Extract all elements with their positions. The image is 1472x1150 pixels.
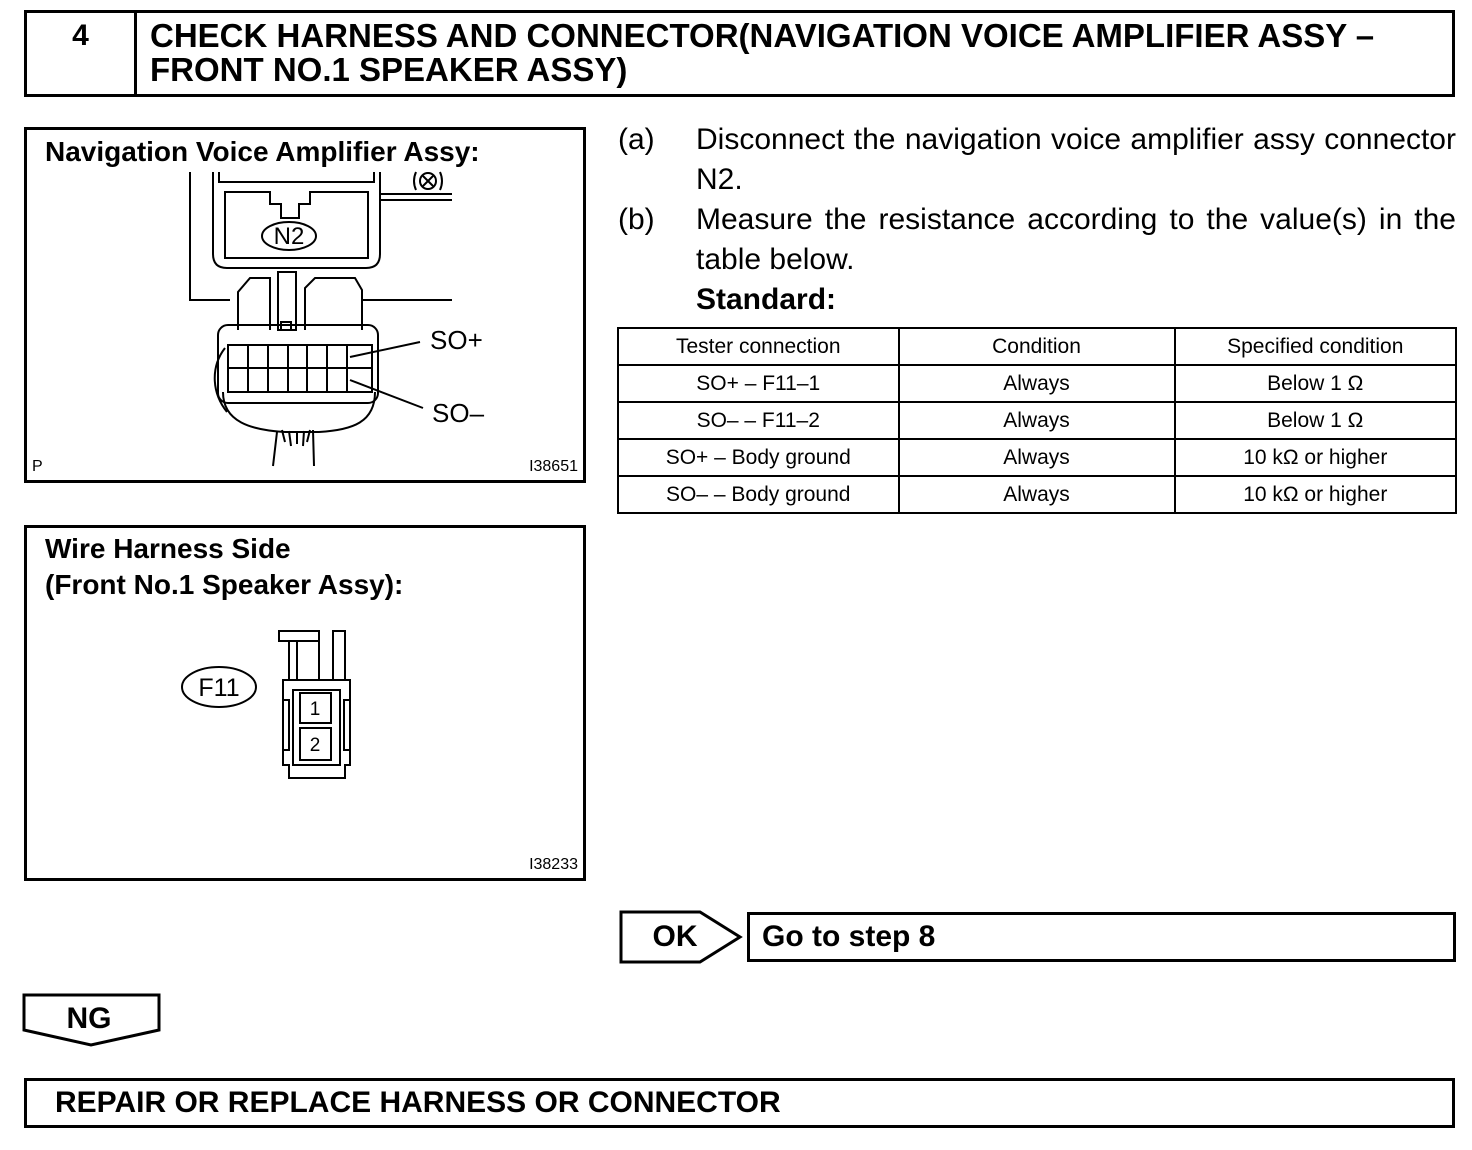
table-cell: Always <box>899 476 1175 513</box>
terminal-label-so-plus: SO+ <box>430 325 483 355</box>
f11-pin-2-label: 2 <box>309 735 321 756</box>
table-cell: Always <box>899 365 1175 402</box>
figure-2-code: I38233 <box>529 856 578 873</box>
instruction-text: Disconnect the navigation voice amplifier assy connector N2. <box>696 123 1456 196</box>
figure-1-title: Navigation Voice Amplifier Assy: <box>45 136 480 167</box>
instruction-text: Measure the resistance according to the value(s) in the table below. <box>696 203 1456 276</box>
plug-rear-shell <box>223 392 375 432</box>
instruction-item-a <box>617 120 1456 200</box>
plug-pin-dividers <box>228 345 372 392</box>
column-header: Tester connection <box>618 328 899 365</box>
instruction-marker: (b) <box>618 203 655 236</box>
ng-result-label: NG <box>66 1002 112 1035</box>
panel-edge-line-top-right <box>380 194 452 200</box>
f11-lock-arm <box>289 631 319 680</box>
connector-n2-diagram <box>27 130 583 480</box>
table-cell: SO– – Body ground <box>618 476 899 513</box>
table-cell: 10 kΩ or higher <box>1175 476 1456 513</box>
f11-guide-post <box>333 631 345 680</box>
table-row <box>618 476 1456 513</box>
ok-action-box: Go to step 8 <box>747 912 1456 962</box>
figure-2-title-line-2: (Front No.1 Speaker Assy): <box>45 569 404 600</box>
table-row <box>618 365 1456 402</box>
step-header <box>24 10 1455 97</box>
table-cell: Always <box>899 439 1175 476</box>
column-header: Condition <box>899 328 1175 365</box>
ok-result-label: OK <box>652 920 698 953</box>
resistance-spec-table <box>617 327 1457 514</box>
table-cell: 10 kΩ or higher <box>1175 439 1456 476</box>
figure-2-title <box>45 531 403 603</box>
step-title-line-2: FRONT NO.1 SPEAKER ASSY) <box>150 51 628 88</box>
connector-n2-label: N2 <box>273 223 305 250</box>
step-title <box>150 19 1374 87</box>
table-cell: Always <box>899 402 1175 439</box>
instruction-marker: (a) <box>618 123 655 156</box>
step-title-line-1: CHECK HARNESS AND CONNECTOR(NAVIGATION VOICE AMPLIFIER ASSY – <box>150 17 1375 54</box>
table-cell: SO+ – F11–1 <box>618 365 899 402</box>
standard-label: Standard: <box>696 283 837 316</box>
figure-speaker-harness-connector <box>24 525 586 881</box>
ng-action-box: REPAIR OR REPLACE HARNESS OR CONNECTOR <box>24 1078 1455 1128</box>
f11-lock-tab <box>279 631 319 641</box>
table-cell: Below 1 Ω <box>1175 365 1456 402</box>
plug-latch-left <box>238 278 270 330</box>
connector-f11-label: F11 <box>198 674 240 702</box>
terminal-label-so-minus: SO– <box>432 398 485 428</box>
table-cell: Below 1 Ω <box>1175 402 1456 439</box>
amplifier-housing <box>213 172 380 268</box>
instruction-list <box>617 120 1456 320</box>
step-number: 4 <box>27 13 137 94</box>
table-cell: SO+ – Body ground <box>618 439 899 476</box>
screw-icon <box>414 172 442 190</box>
table-header-row <box>618 328 1456 365</box>
table-row <box>618 439 1456 476</box>
column-header: Specified condition <box>1175 328 1456 365</box>
figure-1-corner-label: P <box>32 458 43 475</box>
table-row <box>618 402 1456 439</box>
figure-2-title-line-1: Wire Harness Side <box>45 533 291 564</box>
table-cell: SO– – F11–2 <box>618 402 899 439</box>
plug-latch-right <box>305 278 362 330</box>
figure-amplifier-connector <box>24 127 586 483</box>
f11-pin-1-label: 1 <box>309 699 321 720</box>
instruction-item-b <box>617 200 1456 280</box>
amplifier-housing-rim <box>219 172 374 182</box>
figure-1-code: I38651 <box>529 458 578 475</box>
